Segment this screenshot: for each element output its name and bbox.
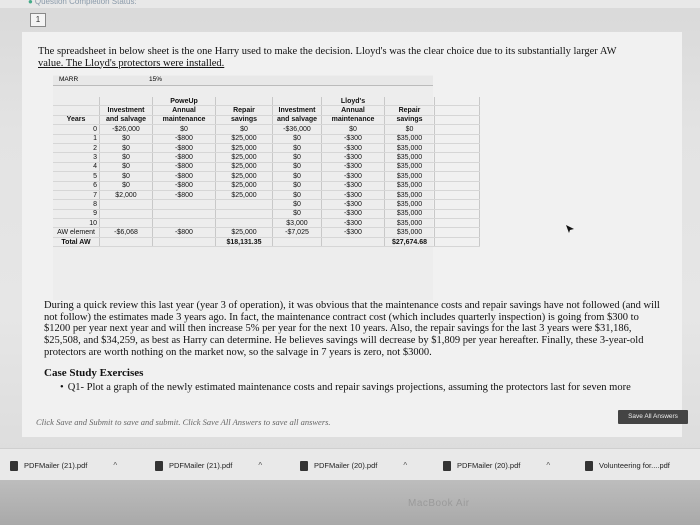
table-row [53, 209, 480, 218]
table-cell: $0 [273, 181, 322, 190]
table-cell: $25,000 [216, 134, 273, 143]
table-cell: $35,000 [385, 172, 435, 181]
spreadsheet-body [53, 125, 480, 228]
table-row [53, 200, 480, 209]
intro-line-1: The spreadsheet in below sheet is the one Harry used to make the decision. Lloyd's was the clear choice due to its substantially larger AW [38, 46, 617, 57]
download-filename: PDFMailer (21).pdf [169, 461, 233, 470]
total-aw-row [53, 237, 480, 246]
table-cell: -$300 [322, 134, 385, 143]
table-row [53, 125, 480, 134]
table-cell: $0 [273, 200, 322, 209]
table-row [53, 143, 480, 152]
downloads-bar [0, 448, 700, 481]
table-cell: $0 [273, 162, 322, 171]
lloyds-group-label: Lloyd's [322, 97, 385, 106]
intro-text [38, 46, 670, 69]
aw-element-row [53, 228, 480, 237]
table-cell: $0 [273, 172, 322, 181]
table-cell: -$6,068 [100, 228, 153, 237]
empty-cell [435, 200, 480, 209]
header-bottom-row [53, 115, 480, 124]
year-cell: 4 [53, 162, 100, 171]
bullet-icon: • [60, 382, 64, 393]
table-cell: $25,000 [216, 143, 273, 152]
empty-cell [435, 143, 480, 152]
header-cell: Repair [216, 106, 273, 115]
aw-label: AW element [53, 228, 100, 237]
table-cell: -$300 [322, 209, 385, 218]
table-cell: $3,000 [273, 219, 322, 228]
table-cell: $35,000 [385, 209, 435, 218]
table-cell: -$800 [153, 172, 216, 181]
chevron-up-icon[interactable]: ^ [546, 461, 551, 470]
table-cell: -$300 [322, 200, 385, 209]
table-cell: -$800 [153, 153, 216, 162]
header-top-row [53, 106, 480, 115]
table-cell: $25,000 [216, 172, 273, 181]
table-cell: $0 [273, 134, 322, 143]
header-cell: Investment [273, 106, 322, 115]
table-cell: $0 [100, 181, 153, 190]
table-row [53, 162, 480, 171]
chevron-up-icon[interactable]: ^ [113, 461, 118, 470]
header-cell: Investment [100, 106, 153, 115]
completion-status-label: Question Completion Status: [34, 0, 137, 6]
table-cell: $0 [153, 125, 216, 134]
year-cell: 10 [53, 219, 100, 228]
download-filename: PDFMailer (21).pdf [24, 461, 88, 470]
table-row [53, 181, 480, 190]
table-cell: -$300 [322, 172, 385, 181]
exercises-title: Case Study Exercises [44, 367, 144, 379]
year-cell: 5 [53, 172, 100, 181]
table-cell: -$300 [322, 228, 385, 237]
pdf-file-icon [10, 461, 18, 471]
table-cell: $0 [273, 209, 322, 218]
question-number-badge[interactable]: 1 [30, 13, 46, 27]
powerup-group-label: PoweUp [153, 97, 216, 106]
spreadsheet-table [53, 97, 480, 247]
question-1-text: Q1- Plot a graph of the newly estimated maintenance costs and repair savings projections, assuming the protectors last for seven more [67, 382, 631, 393]
header-cell: and salvage [273, 115, 322, 124]
table-cell [100, 219, 153, 228]
save-all-answers-button[interactable]: Save All Answers [618, 410, 688, 424]
header-cell: Repair [385, 106, 435, 115]
table-cell: -$26,000 [100, 125, 153, 134]
download-item[interactable] [585, 459, 670, 473]
table-cell: -$300 [322, 219, 385, 228]
table-cell: $0 [100, 143, 153, 152]
download-filename: PDFMailer (20).pdf [314, 461, 378, 470]
download-filename: Volunteering for....pdf [599, 461, 670, 470]
question-1 [60, 382, 680, 393]
table-cell: $35,000 [385, 200, 435, 209]
table-cell: $0 [322, 125, 385, 134]
download-filename: PDFMailer (20).pdf [457, 461, 521, 470]
intro-line-2: value. The Lloyd's protectors were installed. [38, 57, 225, 69]
table-cell: -$300 [322, 181, 385, 190]
table-cell: -$300 [322, 162, 385, 171]
year-cell: 3 [53, 153, 100, 162]
table-cell: $35,000 [385, 162, 435, 171]
table-cell: $35,000 [385, 134, 435, 143]
table-cell: $0 [273, 153, 322, 162]
table-cell: $35,000 [385, 190, 435, 199]
table-cell: -$800 [153, 190, 216, 199]
total-aw-label: Total AW [53, 237, 100, 246]
table-cell: $0 [273, 190, 322, 199]
year-cell: 7 [53, 190, 100, 199]
table-row [53, 172, 480, 181]
lloyds-total-aw: $27,674.68 [385, 237, 435, 246]
table-cell [100, 209, 153, 218]
table-cell: -$7,025 [273, 228, 322, 237]
empty-cell [435, 209, 480, 218]
empty-cell [435, 190, 480, 199]
table-cell: $25,000 [216, 190, 273, 199]
header-group-row [53, 97, 480, 106]
table-cell: $0 [100, 153, 153, 162]
header-cell: Annual [322, 106, 385, 115]
status-bar [0, 0, 700, 8]
table-cell [216, 219, 273, 228]
empty-cell [435, 125, 480, 134]
header-cell: and salvage [100, 115, 153, 124]
table-row [53, 153, 480, 162]
table-cell: -$800 [153, 162, 216, 171]
header-cell: savings [216, 115, 273, 124]
table-cell: $35,000 [385, 181, 435, 190]
laptop-bezel [0, 480, 700, 525]
status-dot-icon: ● [28, 0, 33, 6]
table-cell: $35,000 [385, 228, 435, 237]
empty-cell [435, 162, 480, 171]
table-cell: $0 [216, 125, 273, 134]
download-item[interactable] [300, 459, 407, 473]
case-narrative: During a quick review this last year (year 3 of operation), it was obvious that the maintenance costs and repair savings have not followed (and will not follow) the estimates made 3 years ago. In fact, the maintenance contract cost (which includes quarterly inspection) is going from $300 to $1200 per year next year and will then increase 5% per year for the next 10 years. Also, the repair savings for the last 3 years were $31,186, $25,508, and $34,259, as best as Harry can determine. He believes savings will decrease by $1,809 per year hereafter. Finally, these 3-year-old protectors are worth nothing on the market now, so the salvage in 7 years is zero, not $3000. [44, 300, 660, 358]
table-cell: -$800 [153, 181, 216, 190]
year-cell: 8 [53, 200, 100, 209]
table-cell [153, 200, 216, 209]
empty-cell [435, 134, 480, 143]
mouse-cursor-icon [565, 224, 575, 234]
laptop-brand-label: MacBook Air [408, 498, 470, 509]
year-cell: 2 [53, 143, 100, 152]
table-cell: $2,000 [100, 190, 153, 199]
table-cell: $0 [385, 125, 435, 134]
save-instructions: Click Save and Submit to save and submit. Click Save All Answers to save all answers. [36, 417, 331, 427]
year-cell: 9 [53, 209, 100, 218]
marr-value: 15% [149, 76, 163, 83]
table-cell [216, 209, 273, 218]
year-cell: 1 [53, 134, 100, 143]
download-item[interactable] [443, 459, 550, 473]
header-cell: maintenance [153, 115, 216, 124]
table-cell: -$800 [153, 134, 216, 143]
table-row [53, 190, 480, 199]
table-cell: -$800 [153, 228, 216, 237]
empty-cell [435, 172, 480, 181]
header-cell: Annual [153, 106, 216, 115]
table-cell: -$36,000 [273, 125, 322, 134]
download-item[interactable] [10, 459, 117, 473]
table-cell [100, 200, 153, 209]
table-cell: $35,000 [385, 219, 435, 228]
pdf-file-icon [443, 461, 451, 471]
table-cell: -$300 [322, 190, 385, 199]
header-cell: maintenance [322, 115, 385, 124]
table-cell [153, 209, 216, 218]
empty-cell [435, 219, 480, 228]
marr-label: MARR [59, 76, 79, 83]
table-cell: $25,000 [216, 153, 273, 162]
chevron-up-icon[interactable]: ^ [403, 461, 408, 470]
empty-cell [435, 181, 480, 190]
table-cell: $0 [100, 172, 153, 181]
powerup-total-aw: $18,131.35 [216, 237, 273, 246]
table-cell: $35,000 [385, 143, 435, 152]
empty-cell [435, 153, 480, 162]
table-cell: -$300 [322, 143, 385, 152]
table-row [53, 219, 480, 228]
table-row [53, 134, 480, 143]
chevron-up-icon[interactable]: ^ [258, 461, 263, 470]
marr-row [53, 76, 433, 86]
header-cell: savings [385, 115, 435, 124]
table-cell: $25,000 [216, 228, 273, 237]
pdf-file-icon [300, 461, 308, 471]
download-item[interactable] [155, 459, 262, 473]
table-cell [216, 200, 273, 209]
pdf-file-icon [155, 461, 163, 471]
table-cell: $0 [100, 162, 153, 171]
header-cell: Years [53, 115, 100, 124]
table-cell: $25,000 [216, 162, 273, 171]
year-cell: 0 [53, 125, 100, 134]
table-cell: $35,000 [385, 153, 435, 162]
table-cell: -$300 [322, 153, 385, 162]
pdf-file-icon [585, 461, 593, 471]
table-cell: $0 [100, 134, 153, 143]
table-cell: $0 [273, 143, 322, 152]
table-cell: $25,000 [216, 181, 273, 190]
table-cell: -$800 [153, 143, 216, 152]
table-cell [153, 219, 216, 228]
year-cell: 6 [53, 181, 100, 190]
